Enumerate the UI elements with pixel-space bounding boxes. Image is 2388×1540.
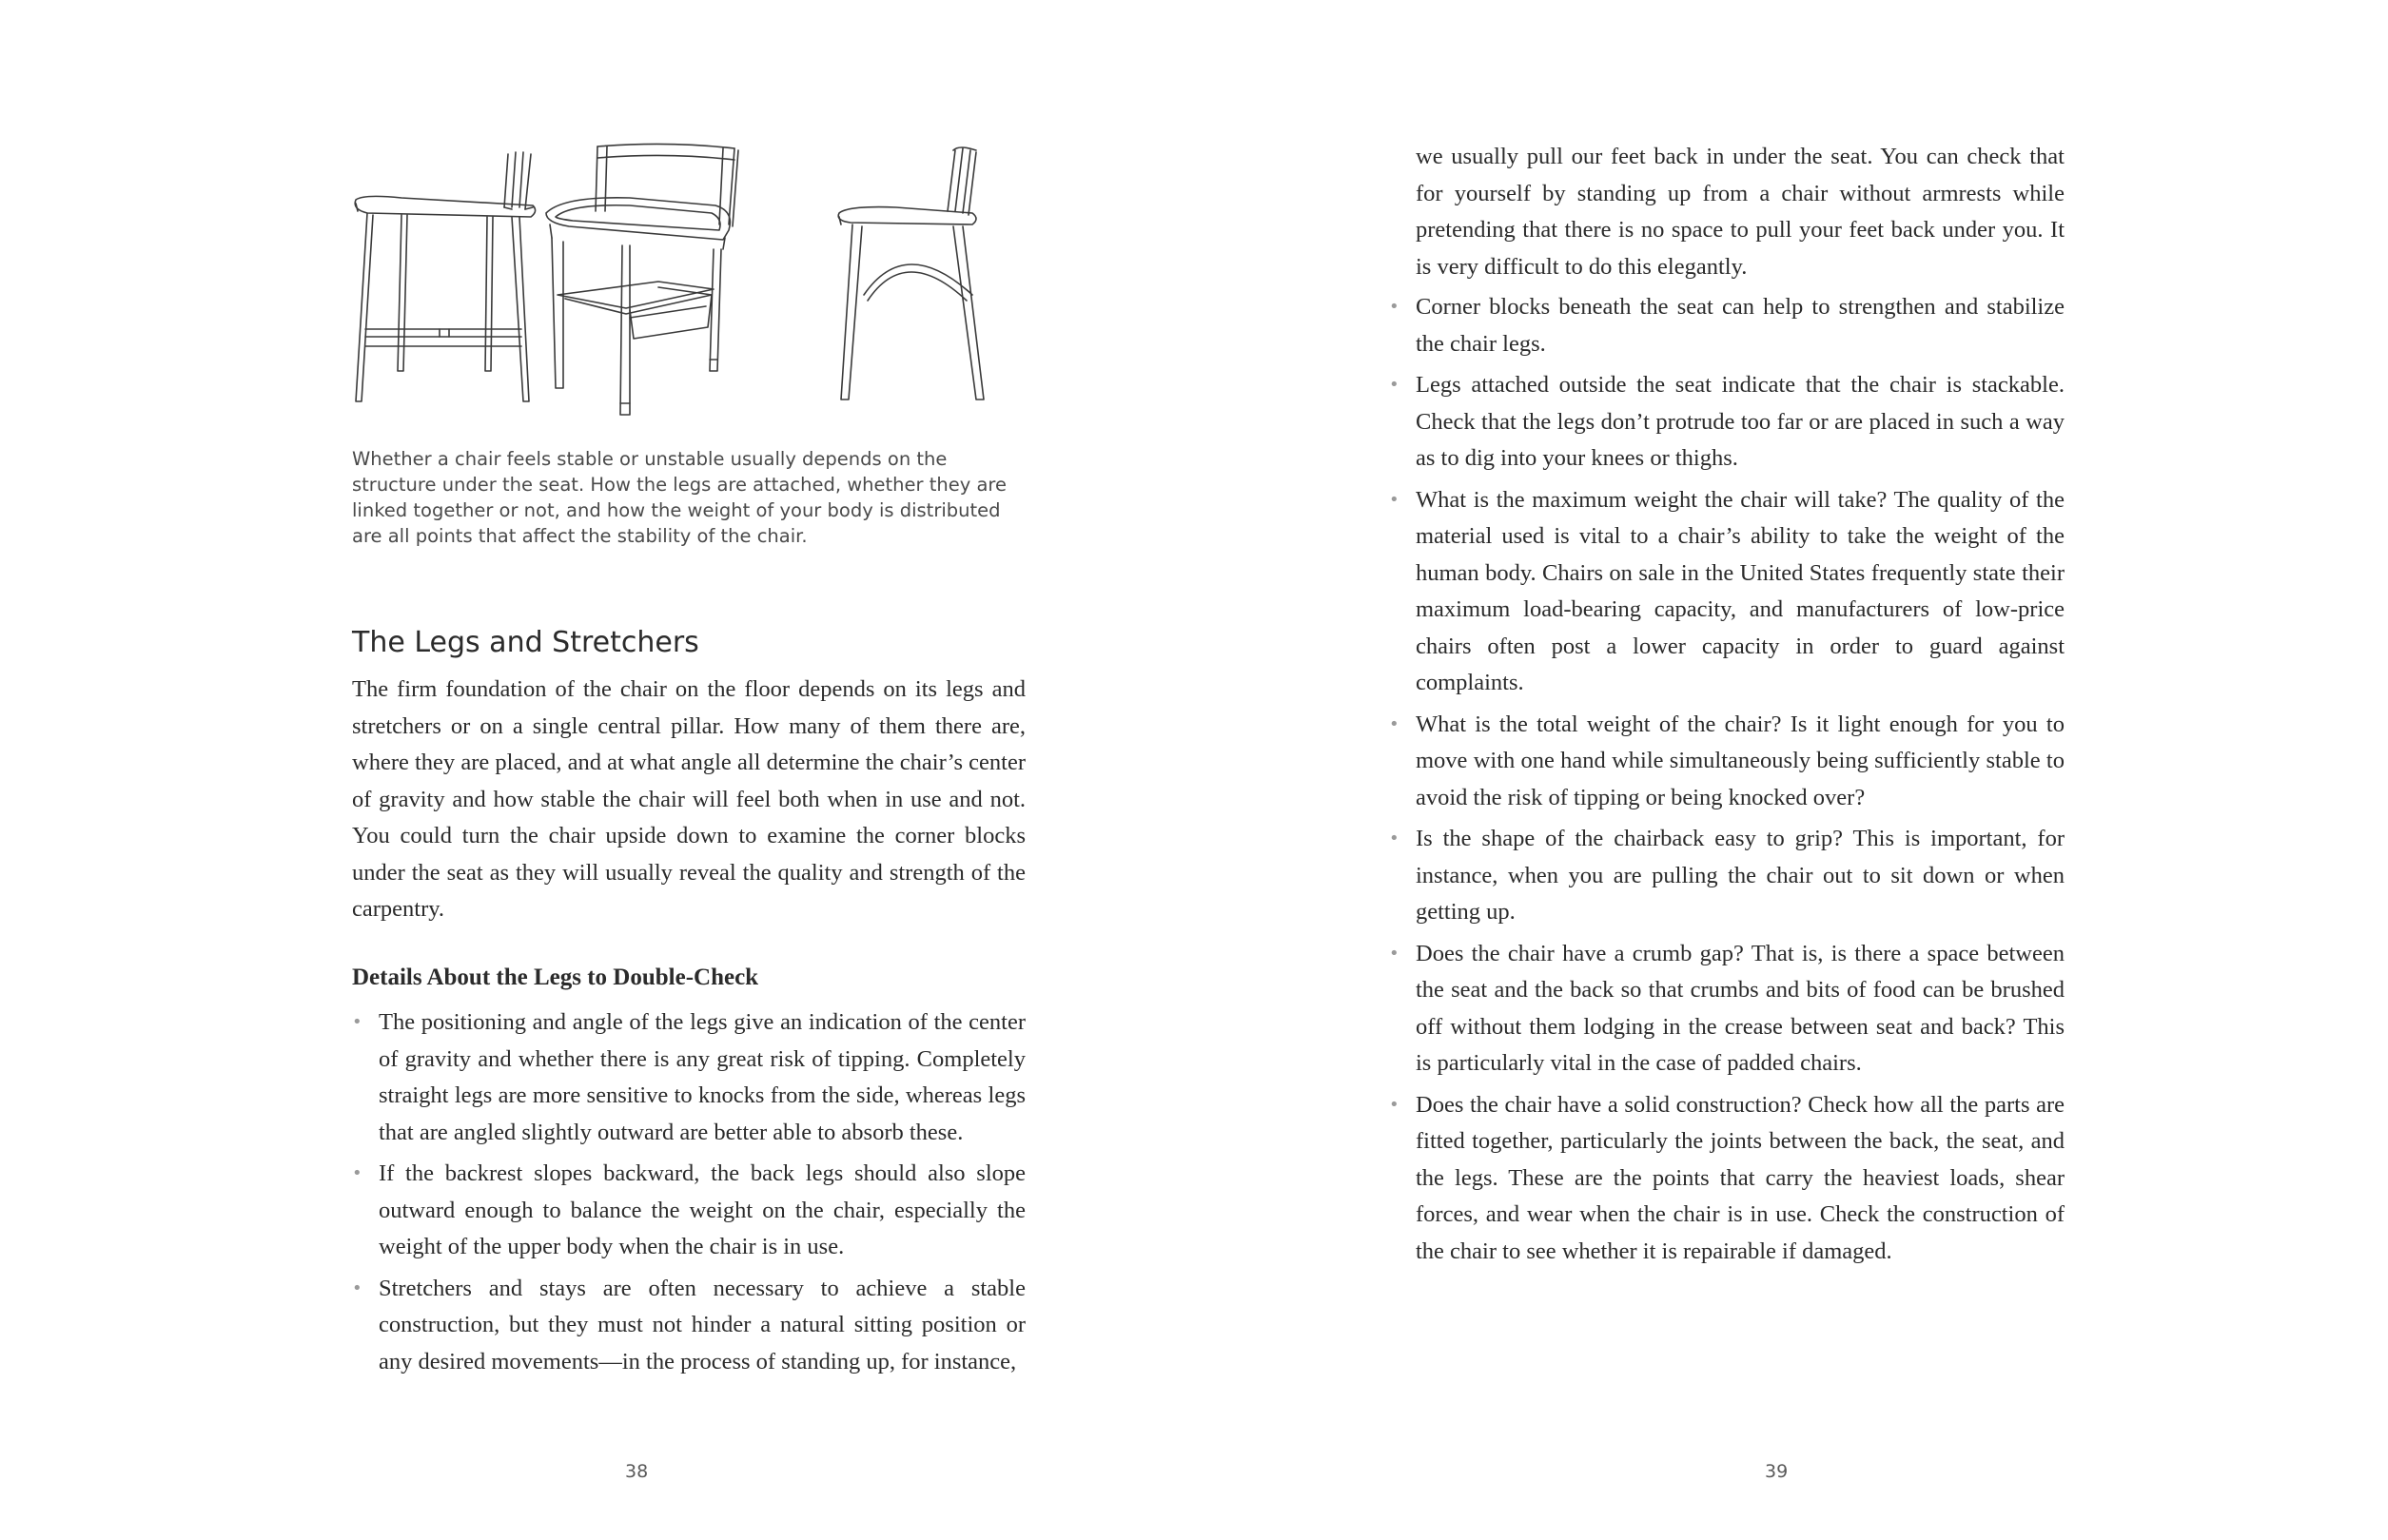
intro-paragraph: The firm foundation of the chair on the floor depends on its legs and stretchers or on a single central pillar. How many of them there are, where they are placed, and at what angle all determine the chair’s center of gravity and how stable the chair will feel both when in use and not. You could turn the chair upside down to examine the corner blocks under the seat as they will usually reveal the quality and strength of the carpentry. [352,676,1026,922]
list-item [352,1156,1026,1266]
bullet-icon: • [1389,489,1400,510]
list-item [352,1271,1026,1381]
list-item-text: Corner blocks beneath the seat can help to strengthen and stabilize the chair legs. [1416,294,2065,357]
bullet-icon: • [1389,828,1400,848]
bullet-icon: • [1389,297,1400,317]
list-item-text: Stretchers and stays are often necessary to achieve a stable construction, but they must not hinder a natural sitting position or any desired movements—in the process of standing up, for instance, [379,1275,1026,1374]
legs-checklist [352,1004,1026,1385]
list-item-text: The positioning and angle of the legs give an indication of the center of gravity and whether there is any great risk of tipping. Completely straight legs are more sensitive to knocks from the side, whereas legs that are angled slightly outward are better able to absorb these. [379,1009,1026,1145]
bullet-icon: • [352,1012,362,1032]
list-item [1389,367,2065,478]
bullet-icon: • [352,1163,362,1183]
list-item [1389,289,2065,362]
page-number: 39 [1765,1461,1789,1482]
bullet-icon: • [1389,375,1400,395]
list-item-text: Does the chair have a crumb gap? That is, is there a space between the seat and the back so that crumbs and bits of food can be brushed off without them lodging in the crease between seat and back? This is particularly vital in the case of padded chairs. [1416,940,2065,1076]
bullet-icon: • [1389,713,1400,734]
bullet-icon: • [1389,1094,1400,1115]
front-chair-icon [546,144,738,415]
chair-checklist [1389,289,2065,1275]
bullet-icon: • [1389,943,1400,964]
list-item [1389,707,2065,817]
section-heading: The Legs and Stretchers [352,626,699,659]
list-item-text: If the backrest slopes backward, the back legs should also slope outward enough to balance the weight on the chair, especially the weight of the upper body when the chair is in use. [379,1160,1026,1259]
continued-paragraph: we usually pull our feet back in under the seat. You can check that for yourself by standing up from a chair without armrests while pretending that there is no space to pull your feet back under you. It is very difficult to do this elegantly. [1416,144,2065,280]
figure-caption: Whether a chair feels stable or unstable usually depends on the structure under the seat. How the legs are attached, whether they are linked together or not, and how the weight of your body is distributed are all points that affect the stability of the chair. [352,448,1008,547]
sub-heading: Details About the Legs to Double-Check [352,965,759,990]
list-item [352,1004,1026,1151]
page-number: 38 [625,1461,649,1482]
list-item-text: Is the shape of the chairback easy to grip? This is important, for instance, when you are pulling the chair out to sit down or when getting up. [1416,826,2065,925]
bentwood-chair-icon [838,147,984,400]
bullet-icon: • [352,1277,362,1298]
list-item [1389,936,2065,1082]
chair-illustrations [344,143,1039,428]
list-item [1389,482,2065,702]
list-item-text: Does the chair have a solid construction? Check how all the parts are fitted together, particularly the joints between the back, the seat, and the legs. These are the points that carry the heaviest loads, shear forces, and wear when the chair is in use. Check the construction of the chair to see whether it is repairable if damaged. [1416,1091,2065,1264]
list-item-text: Legs attached outside the seat indicate that the chair is stackable. Check that the legs don’t protrude too far or are placed in such a way as to dig into your knees or thighs. [1416,372,2065,471]
list-item-text: What is the total weight of the chair? Is it light enough for you to move with one hand while simultaneously being sufficiently stable to avoid the risk of tipping or being knocked over? [1416,711,2065,810]
list-item [1389,821,2065,931]
list-item-text: What is the maximum weight the chair will take? The quality of the material used is vital to a chair’s ability to take the weight of the human body. Chairs on sale in the United States frequently state their maximum load-bearing capacity, and manufacturers of low-price chairs often post a lower capacity in order to guard against complaints. [1416,486,2065,695]
side-chair-icon [355,152,535,401]
list-item [1389,1087,2065,1271]
